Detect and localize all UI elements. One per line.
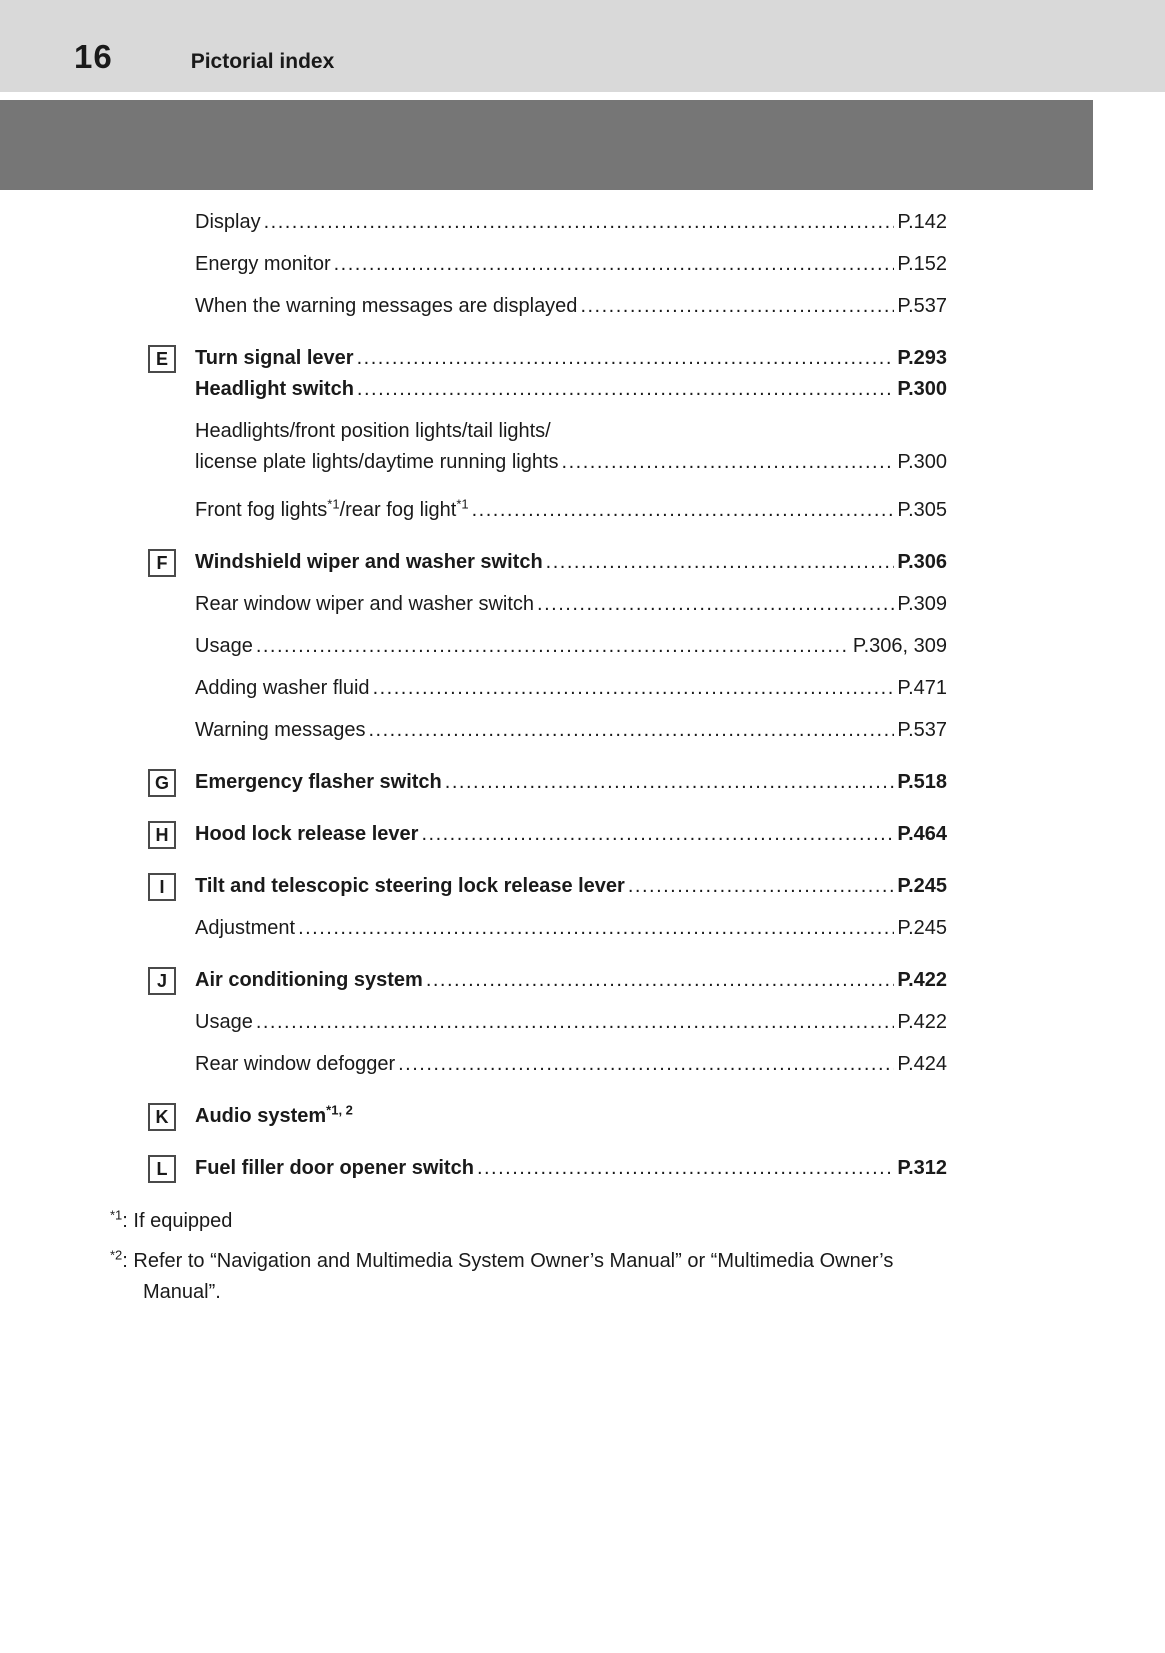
index-entry: [110, 1050, 947, 1079]
index-entry: [110, 250, 947, 279]
entry-label: Usage: [195, 1011, 253, 1033]
entry-label: Turn signal lever: [195, 347, 354, 369]
section-title: Pictorial index: [190, 50, 335, 73]
dot-leader: [546, 548, 895, 577]
index-entry: [110, 632, 947, 661]
page-ref: P.245: [897, 875, 947, 897]
entry-label: Headlights/front position lights/tail lights/: [195, 420, 551, 442]
page-header: [0, 0, 1165, 92]
page-ref: P.300: [897, 378, 947, 400]
page-ref: P.312: [897, 1157, 947, 1179]
entry-label-part: Front fog lights: [195, 499, 328, 521]
section-letter-box-e: E: [148, 345, 176, 373]
dot-leader: [537, 590, 894, 619]
index-entry: [110, 1102, 947, 1131]
entry-label: Windshield wiper and washer switch: [195, 551, 543, 573]
page-ref: P.142: [897, 211, 947, 233]
index-entry: [110, 872, 947, 901]
footnote-2: [110, 1246, 947, 1308]
index-entry: [110, 768, 947, 797]
page-ref: P.518: [897, 771, 947, 793]
entry-label: Adding washer fluid: [195, 677, 370, 699]
page-ref: P.293: [897, 347, 947, 369]
index-entry: [110, 914, 947, 943]
entry-label: Energy monitor: [195, 253, 331, 275]
section-letter-box-i: I: [148, 873, 176, 901]
page-ref: P.152: [897, 253, 947, 275]
section-letter-box-l: L: [148, 1155, 176, 1183]
footnote-marker: *1: [456, 496, 469, 512]
section-letter-box-f: F: [148, 549, 176, 577]
entry-label: Warning messages: [195, 719, 366, 741]
chapter-banner: [0, 100, 1093, 190]
index-entry: [110, 208, 947, 237]
entry-label: Rear window defogger: [195, 1053, 396, 1075]
entry-label: [195, 1102, 353, 1131]
section-letter-box-j: J: [148, 967, 176, 995]
page-header-inner: [0, 38, 334, 76]
page-ref: P.537: [897, 719, 947, 741]
dot-leader: [445, 768, 895, 797]
page-ref: P.422: [897, 1011, 947, 1033]
index-list: [0, 190, 1165, 1183]
dot-leader: [298, 914, 894, 943]
footnote-text: : If equipped: [122, 1210, 233, 1232]
page-ref: P.422: [897, 969, 947, 991]
page-ref: P.305: [897, 499, 947, 521]
page-ref: P.309: [897, 593, 947, 615]
page-ref: P.464: [897, 823, 947, 845]
index-entry: [110, 292, 947, 321]
index-entry: [110, 716, 947, 745]
dot-leader: [426, 966, 895, 995]
footnote-marker: *1, 2: [326, 1102, 353, 1118]
dot-leader: [580, 292, 894, 321]
dot-leader: [477, 1154, 894, 1183]
page-ref: P.471: [897, 677, 947, 699]
entry-label: Fuel filler door opener switch: [195, 1157, 474, 1179]
index-entry: [110, 448, 947, 477]
entry-label: Emergency flasher switch: [195, 771, 442, 793]
page-ref: P.537: [897, 295, 947, 317]
section-letter-box-h: H: [148, 821, 176, 849]
footnote-marker: *2: [110, 1247, 123, 1263]
dot-leader: [373, 674, 895, 703]
index-entry: [110, 820, 947, 849]
page-ref: P.306, 309: [852, 635, 947, 657]
entry-label: license plate lights/daytime running lights: [195, 451, 559, 473]
index-entry: [110, 1154, 947, 1183]
dot-leader: [628, 872, 894, 901]
footnote-text: : Refer to “Navigation and Multimedia System Owner’s Manual” or “Multimedia Owner’s Manual”.: [122, 1250, 894, 1303]
page-ref: P.245: [897, 917, 947, 939]
entry-label-part: Audio system: [195, 1105, 327, 1127]
dot-leader: [357, 375, 894, 404]
entry-label: When the warning messages are displayed: [195, 295, 578, 317]
index-entry: [110, 966, 947, 995]
index-entry: [110, 1008, 947, 1037]
dot-leader: [357, 344, 895, 373]
entry-label: Tilt and telescopic steering lock release lever: [195, 875, 625, 897]
entry-label: Rear window wiper and washer switch: [195, 593, 535, 615]
page-ref: P.300: [897, 451, 947, 473]
index-entry: [110, 496, 947, 525]
entry-label: Air conditioning system: [195, 969, 423, 991]
index-entry: [110, 590, 947, 619]
footnote-1: [110, 1206, 947, 1237]
dot-leader: [256, 1008, 895, 1037]
dot-leader: [368, 716, 894, 745]
page-ref: P.306: [897, 551, 947, 573]
index-entry: [110, 375, 947, 404]
dot-leader: [562, 448, 895, 477]
entry-label-part: /rear fog light: [339, 499, 457, 521]
dot-leader: [256, 632, 850, 661]
index-entry: [110, 344, 947, 373]
page-ref: P.424: [897, 1053, 947, 1075]
index-entry: [110, 674, 947, 703]
entry-label: Headlight switch: [195, 378, 354, 400]
dot-leader: [421, 820, 894, 849]
section-letter-box-k: K: [148, 1103, 176, 1131]
footnotes: [0, 1183, 1165, 1308]
entry-label: Usage: [195, 635, 253, 657]
dot-leader: [398, 1050, 894, 1079]
index-entry: [110, 417, 947, 446]
entry-label: Display: [195, 211, 261, 233]
page-number: 16: [74, 38, 113, 75]
dot-leader: [264, 208, 895, 237]
footnote-marker: *1: [327, 496, 340, 512]
index-entry: [110, 548, 947, 577]
dot-leader: [472, 496, 895, 525]
dot-leader: [334, 250, 895, 279]
entry-label: [195, 496, 469, 525]
section-letter-box-g: G: [148, 769, 176, 797]
entry-label: Hood lock release lever: [195, 823, 419, 845]
entry-label: Adjustment: [195, 917, 296, 939]
footnote-marker: *1: [110, 1207, 123, 1223]
